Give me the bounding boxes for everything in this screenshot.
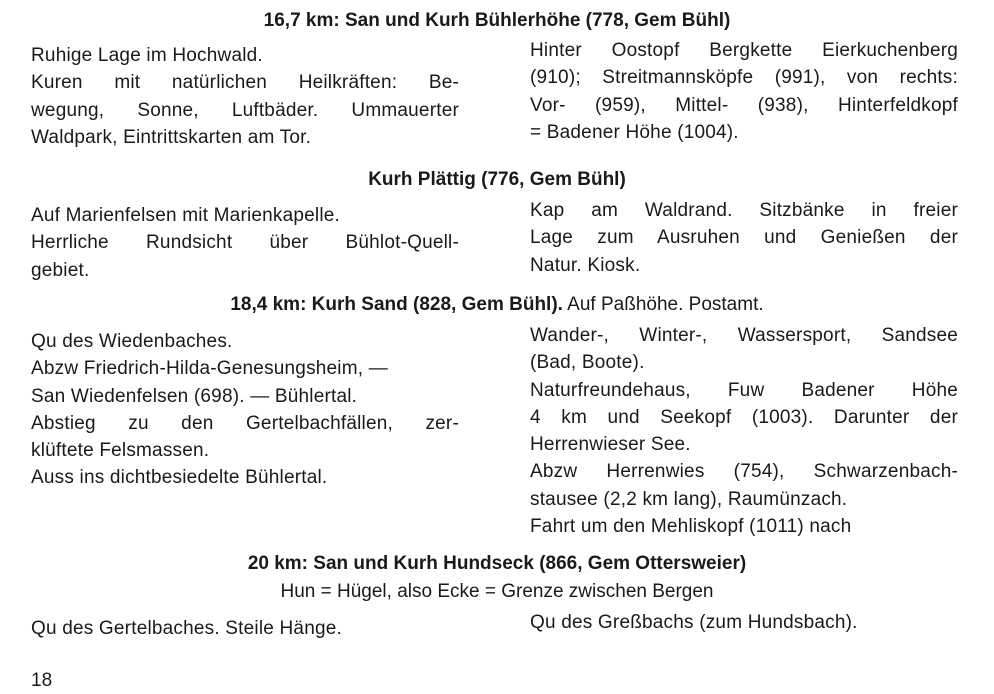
text-line: Auf Marienfelsen mit Marienkapelle. [31,205,341,226]
right-column-sand [530,322,958,540]
text-line: Qu des Greßbachs (zum Hundsbach). [530,612,858,633]
section-heading-buehlerhoehe [0,8,994,34]
right-column-buehlerhoehe [530,37,958,146]
text-line: (910); Streitmannsköpfe (991), von rechts: [530,67,958,89]
text-line: Fahrt um den Mehliskopf (1011) nach [530,516,852,538]
text-line: Auss ins dichtbesiedelte Bühlertal. [31,467,328,489]
left-column-sand [31,328,459,492]
text-line: (Bad, Boote). [530,352,645,374]
text-line: Herrliche Rundsicht über Bühlot-Quell- [31,232,459,254]
text-line: Abzw Herrenwies (754), Schwarzenbach- [530,461,958,483]
heading-text: 16,7 km: San und Kurh Bühlerhöhe (778, Gem Bühl) [263,10,731,31]
section-heading-hundseck [0,551,994,577]
left-column-plaettig [31,202,459,284]
text-line: stausee (2,2 km lang), Raumünzach. [530,488,848,510]
right-column-hundseck [530,609,958,636]
section-heading-plaettig [0,167,994,193]
text-line: gebiet. [31,259,90,281]
text-line: Waldpark, Eintrittskarten am Tor. [31,126,312,148]
page-number: 18 [31,670,53,691]
text-line: Abstieg zu den Gertelbachfällen, zer- [31,412,459,434]
text-line: 4 km und Seekopf (1003). Darunter der [530,406,958,428]
text-line: San Wiedenfelsen (698). — Bühlertal. [31,385,358,407]
text-line: Herrenwieser See. [530,434,691,456]
heading-text: 20 km: San und Kurh Hundseck (866, Gem Ottersweier) [247,553,747,574]
subline-text: Hun = Hügel, also Ecke = Grenze zwischen Bergen [280,581,714,602]
text-line: Qu des Gertelbaches. Steile Hänge. [31,618,342,639]
text-line: Kuren mit natürlichen Heilkräften: Be- [31,72,459,94]
text-line: Lage zum Ausruhen und Genießen der [530,227,958,249]
section-heading-sand [0,292,994,318]
right-column-plaettig [530,197,958,279]
text-line: klüftete Felsmassen. [31,440,210,462]
text-line: Hinter Oostopf Bergkette Eierkuchenberg [530,40,958,61]
heading-text: 18,4 km: Kurh Sand (828, Gem Bühl). [230,294,563,315]
text-line: Naturfreundehaus, Fuw Badener Höhe [530,379,958,401]
text-line: Natur. Kiosk. [530,254,641,276]
section-subline-hundseck [0,579,994,605]
left-column-hundseck [31,615,459,642]
left-column-buehlerhoehe [31,42,459,151]
heading-text: Kurh Plättig (776, Gem Bühl) [368,169,626,190]
text-line: Qu des Wiedenbaches. [31,331,233,352]
heading-tail-text: Auf Paßhöhe. Postamt. [562,294,764,315]
text-line: = Badener Höhe (1004). [530,121,739,143]
text-line: Ruhige Lage im Hochwald. [31,45,263,66]
text-line: Abzw Friedrich-Hilda-Genesungsheim, — [31,358,388,380]
text-line: Wander-, Winter-, Wassersport, Sandsee [530,325,958,346]
text-line: wegung, Sonne, Luftbäder. Ummauerter [31,99,459,121]
text-line: Vor- (959), Mittel- (938), Hinterfeldkopf [530,94,958,116]
text-line: Kap am Waldrand. Sitzbänke in freier [530,200,958,221]
